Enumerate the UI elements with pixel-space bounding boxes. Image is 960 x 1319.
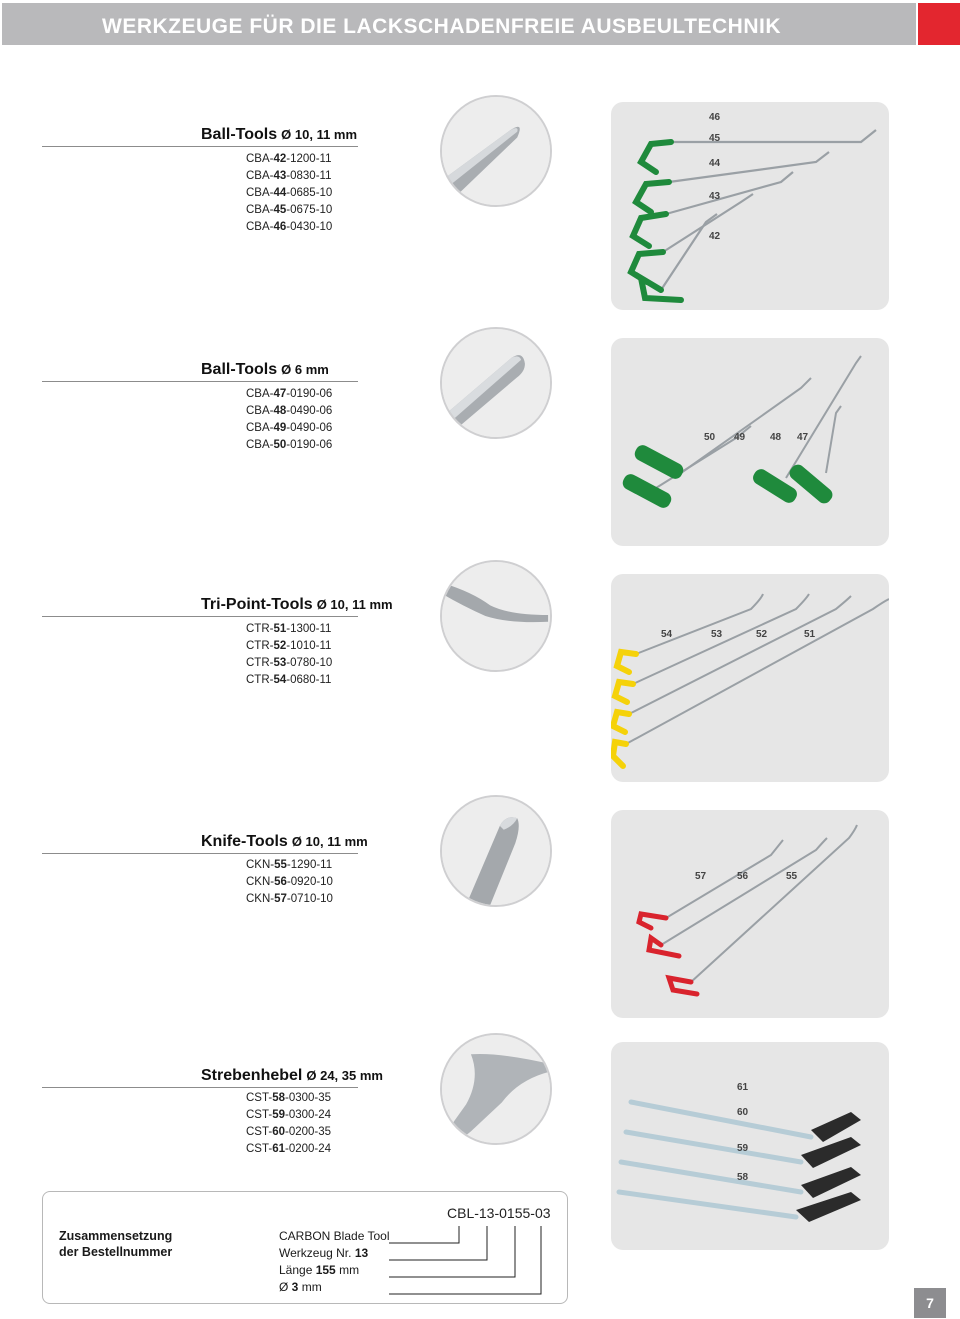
photo-label: 53	[711, 629, 723, 640]
photo-label: 52	[756, 629, 768, 640]
photo-label: 49	[734, 432, 746, 443]
section-title-ball-tools-large	[201, 126, 357, 144]
tool-photo-knife-tools	[611, 810, 889, 1018]
section-title-text: Ball-Tools	[201, 126, 278, 143]
tool-tip-detail-image	[440, 95, 552, 207]
code-line: CTR-54-0680-11	[246, 674, 332, 686]
photo-label: 44	[709, 158, 721, 169]
section-title-tri-point-tools	[201, 596, 393, 614]
code-list	[246, 151, 332, 236]
code-line: CBA-46-0430-10	[246, 221, 333, 233]
tool-photo-ball-tools-small	[611, 338, 889, 546]
code-line: CKN-56-0920-10	[246, 876, 333, 888]
photo-label: 54	[661, 629, 673, 640]
code-line: CST-58-0300-35	[246, 1092, 332, 1104]
photo-label: 46	[709, 112, 721, 123]
page-number: 7	[914, 1288, 946, 1318]
code-line: CBA-45-0675-10	[246, 204, 333, 216]
tool-photo-ball-tools-large	[611, 102, 889, 310]
section-rule	[42, 1087, 358, 1088]
code-line: CBA-50-0190-06	[246, 439, 333, 451]
code-line: CKN-55-1290-11	[246, 859, 333, 871]
code-line: CST-61-0200-24	[246, 1143, 332, 1155]
photo-label: 61	[737, 1082, 749, 1093]
code-line: CTR-53-0780-10	[246, 657, 333, 669]
code-line: CBA-44-0685-10	[246, 187, 333, 199]
tool-tip-detail-image	[440, 795, 552, 907]
page-title: WERKZEUGE FÜR DIE LACKSCHADENFREIE AUSBEULTECHNIK	[102, 15, 782, 38]
section-title-text: Ball-Tools	[201, 361, 278, 378]
tool-tip-detail-image	[440, 560, 552, 672]
order-line-product: CARBON Blade Tool	[279, 1229, 390, 1243]
code-line: CBA-48-0490-06	[246, 405, 333, 417]
photo-label: 43	[709, 191, 721, 202]
tool-tip-detail-image	[440, 327, 552, 439]
code-line: CTR-51-1300-11	[246, 623, 332, 635]
section-title-text: Knife-Tools	[201, 833, 288, 850]
section-rule	[42, 853, 358, 854]
section-title-text: Tri-Point-Tools	[201, 596, 313, 613]
code-list	[246, 386, 332, 454]
section-rule	[42, 616, 358, 617]
photo-label: 59	[737, 1143, 749, 1154]
code-line: CST-60-0200-35	[246, 1126, 332, 1138]
section-title-knife-tools	[201, 833, 368, 851]
section-diameter: Ø 10, 11 mm	[291, 834, 368, 849]
photo-label: 48	[770, 432, 782, 443]
order-number-legend	[42, 1191, 568, 1304]
code-line: CBA-42-1200-11	[246, 153, 332, 165]
photo-label: 42	[709, 231, 721, 242]
tool-photo-strebenhebel	[611, 1042, 889, 1250]
section-diameter: Ø 24, 35 mm	[306, 1068, 383, 1083]
tool-photo-tri-point-tools	[611, 574, 889, 782]
section-diameter: Ø 6 mm	[281, 362, 329, 377]
header-bar	[2, 3, 916, 45]
photo-label: 45	[709, 133, 721, 144]
photo-label: 55	[786, 871, 798, 882]
photo-label: 56	[737, 871, 749, 882]
order-legend-lines	[279, 1228, 390, 1296]
section-diameter: Ø 10, 11 mm	[316, 597, 393, 612]
photo-label: 58	[737, 1172, 749, 1183]
code-line: CBA-43-0830-11	[246, 170, 332, 182]
header-accent-block	[918, 3, 960, 45]
photo-label: 51	[804, 629, 816, 640]
photo-label: 60	[737, 1107, 749, 1118]
code-list	[246, 857, 333, 908]
section-title-strebenhebel	[201, 1067, 383, 1085]
code-line: CKN-57-0710-10	[246, 893, 333, 905]
photo-label: 57	[695, 871, 707, 882]
order-example-code: CBL-13-0155-03	[447, 1205, 551, 1221]
code-line: CBA-47-0190-06	[246, 388, 333, 400]
order-line-tool-number: Werkzeug Nr. 13	[279, 1246, 369, 1260]
section-rule	[42, 381, 358, 382]
section-title-ball-tools-small	[201, 361, 329, 379]
code-list	[246, 1090, 331, 1158]
code-line: CTR-52-1010-11	[246, 640, 332, 652]
section-title-text: Strebenhebel	[201, 1067, 303, 1084]
photo-label: 47	[797, 432, 809, 443]
order-line-length: Länge 155 mm	[279, 1263, 360, 1277]
order-legend-title: Zusammensetzung der Bestellnummer	[59, 1229, 173, 1259]
code-line: CBA-49-0490-06	[246, 422, 333, 434]
photo-label: 50	[704, 432, 716, 443]
section-diameter: Ø 10, 11 mm	[281, 127, 358, 142]
order-line-diameter: Ø 3 mm	[279, 1280, 322, 1294]
code-line: CST-59-0300-24	[246, 1109, 332, 1121]
code-list	[246, 621, 332, 689]
section-rule	[42, 146, 358, 147]
tool-tip-detail-image	[440, 1033, 552, 1145]
